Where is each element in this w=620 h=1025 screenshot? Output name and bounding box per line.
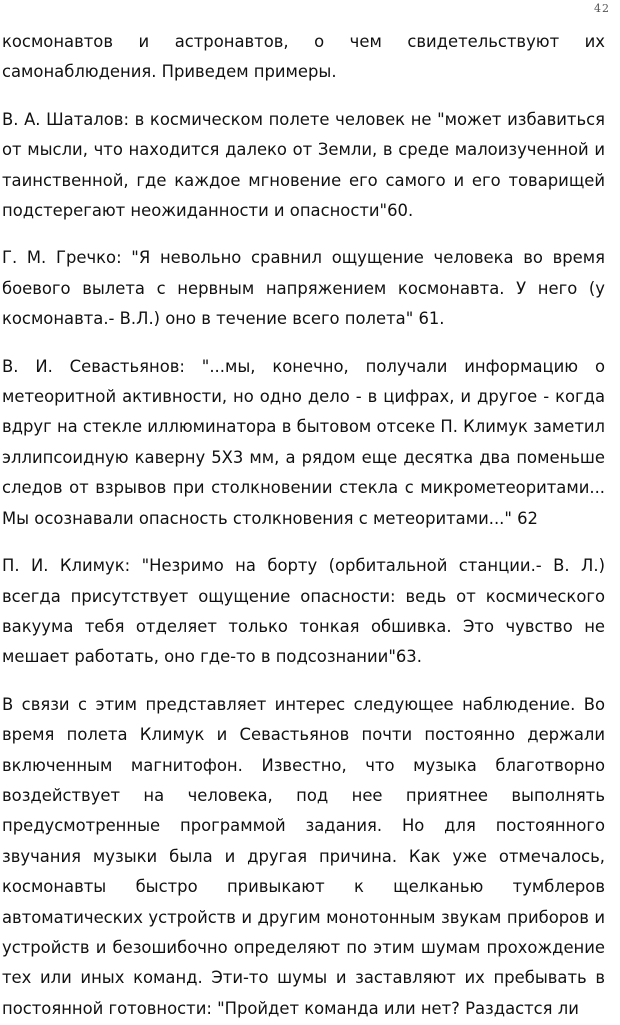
page-number: 42 [594, 2, 610, 15]
paragraph: космонавтов и астронавтов, о чем свидетельствуют их самонаблюдения. Приведем примеры. [2, 32, 605, 82]
page-text [2, 27, 605, 1024]
paragraph: В. А. Шаталов: в космическом полете человек не "может избавиться от мысли, что находится далеко от Земли, в среде малоизученной и таинственной, где каждое мгновение его самого и его товарищей подстерегают неожиданности и опасности"60. [2, 109, 605, 221]
paragraph: П. И. Климук: "Незримо на борту (орбитальной станции.- В. Л.) всегда присутствует ощущение опасности: ведь от космического вакуума тебя отделяет только тонкая обшивка. Это чувство не мешает работать, оно где-то в подсознании"63. [2, 556, 605, 667]
paragraph: В. И. Севастьянов: "...мы, конечно, получали информацию о метеоритной активности, но одно дело - в цифрах, и другое - когда вдруг на стекле иллюминатора в бытовом отсеке П. Климук заметил эллипсоидную каверну 5Х3 мм, а рядом еще десятка два поменьше следов от взрывов при столкновении стекла с микрометеоритами... Мы осознавали опасность столкновения с метеоритами..." 62 [2, 356, 605, 528]
paragraph: В связи с этим представляет интерес следующее наблюдение. Во время полета Климук и Севастьянов почти постоянно держали включенным магнитофон. Известно, что музыка благотворно воздействует на человека, под нее приятнее выполнять предусмотренные программой задания. Но для постоянного звучания музыки была и другая причина. Как уже отмечалось, космонавты быстро привыкают к щелканью тумблеров автоматических устройств и другим монотонным звукам приборов и устройств и безошибочно определяют по этим шумам прохождение тех или иных команд. Эти-то шумы и заставляют их пребывать в постоянной готовности: "Пройдет команда или нет? Раздастся ли [2, 694, 605, 1018]
paragraph: Г. М. Гречко: "Я невольно сравнил ощущение человека во время боевого вылета с нервным напряжением космонавта. У него (у космонавта.- В.Л.) оно в течение всего полета" 61. [2, 248, 605, 329]
